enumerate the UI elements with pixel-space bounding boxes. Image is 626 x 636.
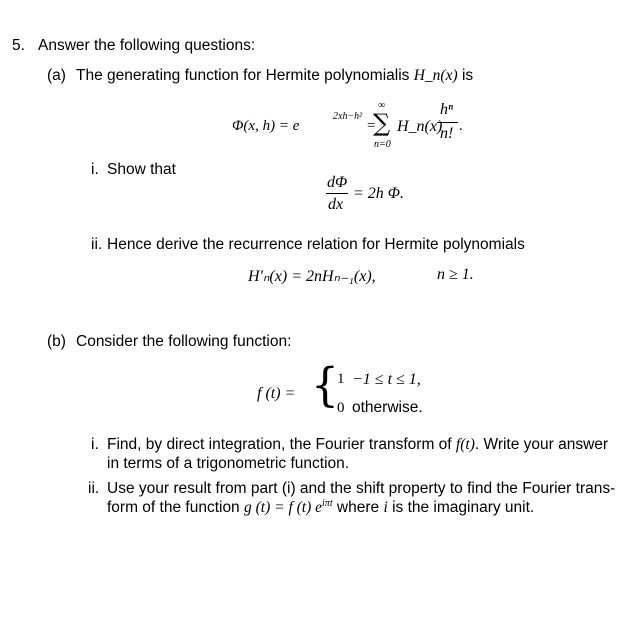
part-b-label: (b) [47,333,66,350]
gen-func-frac-den: n! [440,125,454,142]
recurrence-lhs: H′ₙ(x) = 2nHₙ₋₁(x), [248,268,376,285]
gen-func-end: . [459,118,463,134]
part-a-lead-math: H_n(x) [413,67,458,84]
a-item-ii-text: Hence derive the recurrence relation for Hermite polynomials [107,236,525,253]
gen-func-frac-num: hⁿ [440,101,454,118]
gen-func-lhs: Φ(x, h) = e [232,118,300,134]
b-item-i-line1: Find, by direct integration, the Fourier transform of f(t). Write your answer [107,436,609,453]
b-item-ii-line1: Use your result from part (i) and the shift property to find the Fourier trans- [107,480,616,497]
gen-func-exponent: 2xh−h² [333,111,363,122]
imaginary-unit-symbol: i [383,499,388,517]
dphi-rhs: = 2h Φ. [353,185,404,202]
sum-lower-limit: n=0 [374,139,391,150]
case1-value: 1 [337,371,345,387]
a-item-ii-label: ii. [91,236,103,253]
piecewise-brace: { [311,358,339,413]
g-function-exponent: iπt [322,498,333,509]
part-a-lead: The generating function for Hermite polynomialis H_n(x) is [76,67,474,84]
piecewise-lhs: f (t) = [257,385,296,402]
case1-condition: −1 ≤ t ≤ 1, [352,371,421,388]
gen-func-term: H_n(x) [397,118,443,135]
b-item-ii-label: ii. [88,480,100,497]
b-item-i-line2: in terms of a trigonometric function. [107,455,350,472]
sum-upper-limit: ∞ [378,100,386,111]
g-function-math: g (t) = f (t) e [244,499,323,517]
b-item-i-math: f(t) [455,436,475,453]
question-intro: Answer the following questions: [38,37,256,54]
case2-value: 0 [337,400,345,416]
sum-sigma-icon: ∑ [373,109,391,137]
dphi-frac-line [326,193,348,194]
a-item-i-text: Show that [107,161,176,178]
b-item-ii-line2: form of the function g (t) = f (t) $e^{i\pi t}$ where i is the imaginary unit. [107,498,535,517]
gen-func-equals: = [367,118,376,134]
recurrence-condition: n ≥ 1. [437,266,474,283]
b-item-i-label: i. [91,436,99,453]
case2-condition: otherwise. [352,399,423,416]
dphi-num: dΦ [327,174,348,191]
question-number: 5. [12,37,25,54]
a-item-i-label: i. [91,161,99,178]
gen-func-frac-line [437,122,458,123]
part-b-lead: Consider the following function: [76,333,292,350]
part-a-label: (a) [47,67,66,84]
dphi-den: dx [328,196,344,213]
